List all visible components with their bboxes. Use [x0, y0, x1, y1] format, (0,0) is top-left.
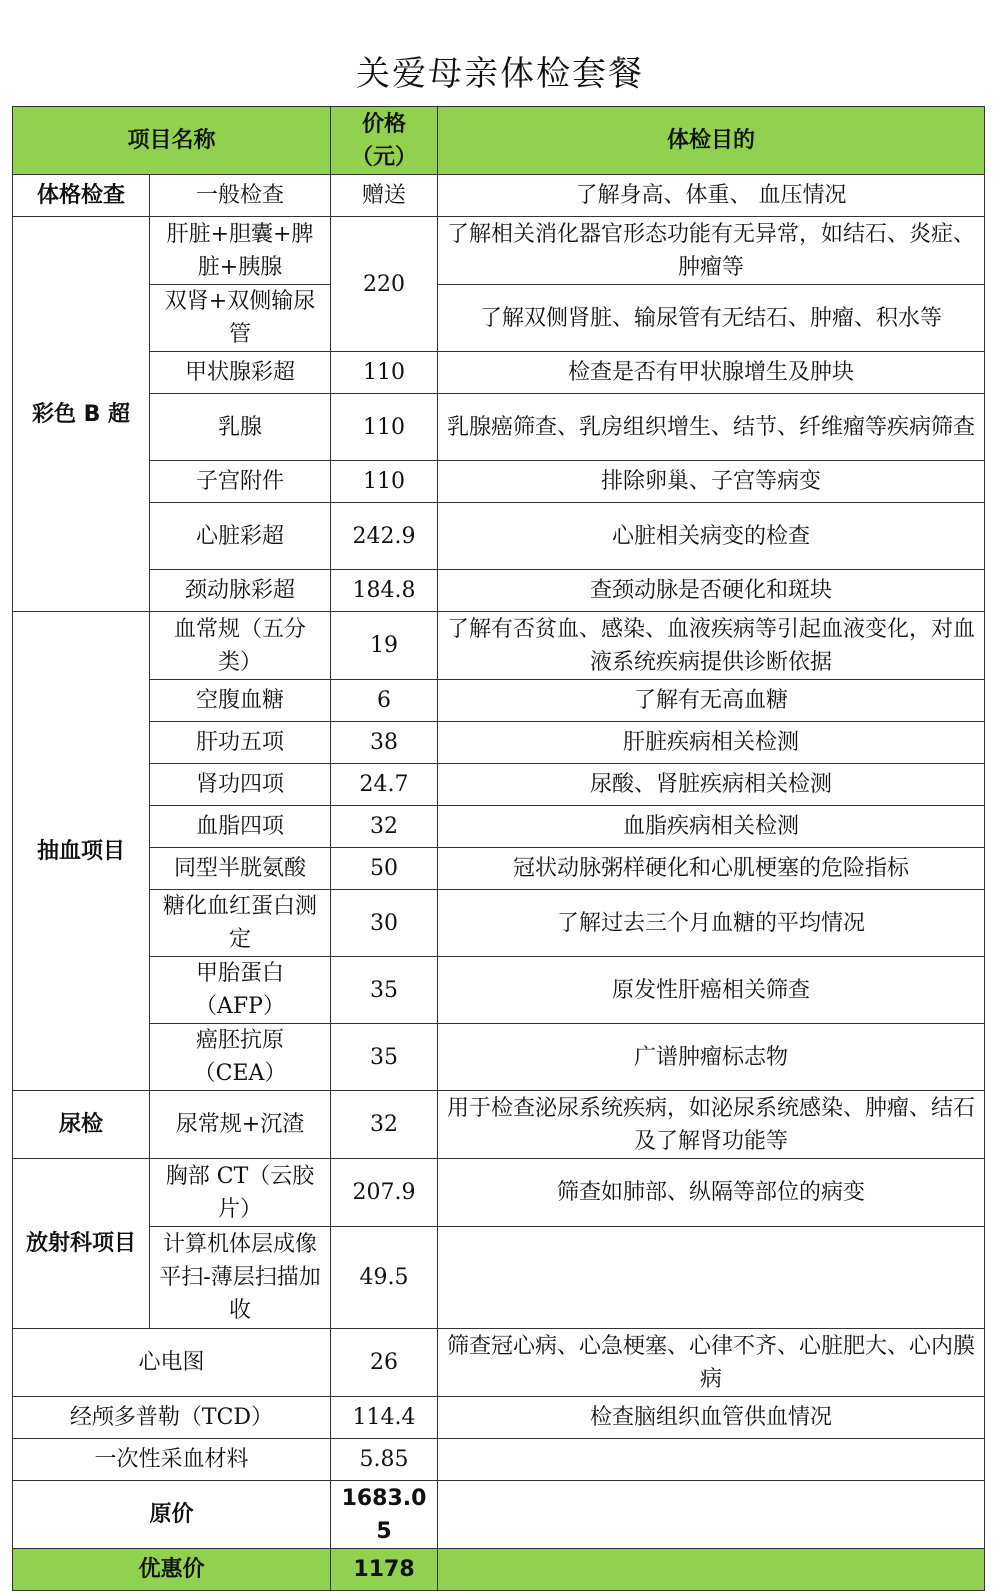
table-row [13, 503, 985, 570]
purpose-cell: 了解双侧肾脏、输尿管有无结石、肿瘤、积水等 [438, 285, 985, 352]
header-row [13, 107, 985, 175]
table-row [13, 1159, 985, 1227]
purpose-cell: 检查是否有甲状腺增生及肿块 [438, 352, 985, 394]
table-row [13, 1091, 985, 1159]
group-radiology: 放射科项目 [13, 1159, 150, 1329]
item-cell: 尿常规+沉渣 [150, 1091, 331, 1159]
price-cell: 110 [331, 461, 438, 503]
price-cell: 32 [331, 1091, 438, 1159]
price-cell: 242.9 [331, 503, 438, 570]
item-cell: 胸部 CT（云胶片） [150, 1159, 331, 1227]
price-cell: 110 [331, 352, 438, 394]
table-row [13, 806, 985, 848]
price-cell: 19 [331, 612, 438, 680]
item-cell: 计算机体层成像平扫-薄层扫描加收 [150, 1227, 331, 1329]
table-row [13, 890, 985, 957]
price-cell: 49.5 [331, 1227, 438, 1329]
item-cell: 一次性采血材料 [13, 1439, 331, 1481]
item-cell: 血脂四项 [150, 806, 331, 848]
discount-price-label: 优惠价 [13, 1549, 331, 1591]
purpose-cell: 心脏相关病变的检查 [438, 503, 985, 570]
table-row [13, 352, 985, 394]
price-cell: 35 [331, 957, 438, 1024]
table-row [13, 848, 985, 890]
purpose-cell: 广谱肿瘤标志物 [438, 1024, 985, 1091]
item-cell: 一般检查 [150, 175, 331, 217]
header-price: 价格（元） [331, 107, 438, 175]
item-cell: 甲状腺彩超 [150, 352, 331, 394]
table-row [13, 680, 985, 722]
group-ultrasound: 彩色 B 超 [13, 217, 150, 612]
table-row [13, 217, 985, 285]
price-cell: 6 [331, 680, 438, 722]
purpose-cell: 冠状动脉粥样硬化和心肌梗塞的危险指标 [438, 848, 985, 890]
purpose-cell [438, 1227, 985, 1329]
price-cell: 26 [331, 1329, 438, 1397]
discount-price-row [13, 1549, 985, 1591]
purpose-cell: 血脂疾病相关检测 [438, 806, 985, 848]
item-cell: 甲胎蛋白（AFP） [150, 957, 331, 1024]
purpose-cell: 排除卵巢、子宫等病变 [438, 461, 985, 503]
purpose-cell: 了解身高、体重、 血压情况 [438, 175, 985, 217]
table-row [13, 1024, 985, 1091]
table-row [13, 764, 985, 806]
discount-price-value: 1178 [331, 1549, 438, 1591]
purpose-cell: 用于检查泌尿系统疾病，如泌尿系统感染、肿瘤、结石及了解肾功能等 [438, 1091, 985, 1159]
price-cell: 5.85 [331, 1439, 438, 1481]
price-cell: 38 [331, 722, 438, 764]
item-cell: 双肾+双侧输尿管 [150, 285, 331, 352]
purpose-cell: 查颈动脉是否硬化和斑块 [438, 570, 985, 612]
item-cell: 空腹血糖 [150, 680, 331, 722]
price-cell: 32 [331, 806, 438, 848]
item-cell: 同型半胱氨酸 [150, 848, 331, 890]
price-cell: 220 [331, 217, 438, 352]
purpose-cell: 肝脏疾病相关检测 [438, 722, 985, 764]
price-cell: 207.9 [331, 1159, 438, 1227]
original-price-value: 1683.05 [331, 1481, 438, 1549]
item-cell: 心电图 [13, 1329, 331, 1397]
table-row [13, 1439, 985, 1481]
table-row [13, 461, 985, 503]
price-cell: 110 [331, 394, 438, 461]
item-cell: 颈动脉彩超 [150, 570, 331, 612]
price-cell: 30 [331, 890, 438, 957]
table-row [13, 175, 985, 217]
discount-price-blank [438, 1549, 985, 1591]
original-price-blank [438, 1481, 985, 1549]
checkup-table [12, 106, 985, 1591]
group-blood: 抽血项目 [13, 612, 150, 1091]
table-row [13, 722, 985, 764]
table-row [13, 957, 985, 1024]
table-row [13, 570, 985, 612]
purpose-cell: 原发性肝癌相关筛查 [438, 957, 985, 1024]
table-row [13, 285, 985, 352]
table-row [13, 612, 985, 680]
price-cell: 赠送 [331, 175, 438, 217]
table-row [13, 1397, 985, 1439]
item-cell: 肝脏+胆囊+脾脏+胰腺 [150, 217, 331, 285]
item-cell: 乳腺 [150, 394, 331, 461]
item-cell: 血常规（五分类） [150, 612, 331, 680]
purpose-cell: 乳腺癌筛查、乳房组织增生、结节、纤维瘤等疾病筛查 [438, 394, 985, 461]
item-cell: 子宫附件 [150, 461, 331, 503]
table-row [13, 1227, 985, 1329]
item-cell: 肝功五项 [150, 722, 331, 764]
purpose-cell: 筛查如肺部、纵隔等部位的病变 [438, 1159, 985, 1227]
purpose-cell: 了解过去三个月血糖的平均情况 [438, 890, 985, 957]
price-cell: 24.7 [331, 764, 438, 806]
purpose-cell: 检查脑组织血管供血情况 [438, 1397, 985, 1439]
item-cell: 心脏彩超 [150, 503, 331, 570]
purpose-cell: 了解有无高血糖 [438, 680, 985, 722]
item-cell: 经颅多普勒（TCD） [13, 1397, 331, 1439]
original-price-label: 原价 [13, 1481, 331, 1549]
table-row [13, 1329, 985, 1397]
price-cell: 184.8 [331, 570, 438, 612]
price-cell: 114.4 [331, 1397, 438, 1439]
purpose-cell: 尿酸、肾脏疾病相关检测 [438, 764, 985, 806]
group-urine: 尿检 [13, 1091, 150, 1159]
purpose-cell [438, 1439, 985, 1481]
header-item: 项目名称 [13, 107, 331, 175]
price-cell: 50 [331, 848, 438, 890]
purpose-cell: 了解有否贫血、感染、血液疾病等引起血液变化，对血液系统疾病提供诊断依据 [438, 612, 985, 680]
original-price-row [13, 1481, 985, 1549]
price-cell: 35 [331, 1024, 438, 1091]
page-title: 关爱母亲体检套餐 [356, 54, 644, 94]
item-cell: 癌胚抗原（CEA） [150, 1024, 331, 1091]
table-row [13, 394, 985, 461]
item-cell: 肾功四项 [150, 764, 331, 806]
header-purpose: 体检目的 [438, 107, 985, 175]
group-physical: 体格检查 [13, 175, 150, 217]
item-cell: 糖化血红蛋白测定 [150, 890, 331, 957]
purpose-cell: 筛查冠心病、心急梗塞、心律不齐、心脏肥大、心内膜病 [438, 1329, 985, 1397]
purpose-cell: 了解相关消化器官形态功能有无异常，如结石、炎症、肿瘤等 [438, 217, 985, 285]
